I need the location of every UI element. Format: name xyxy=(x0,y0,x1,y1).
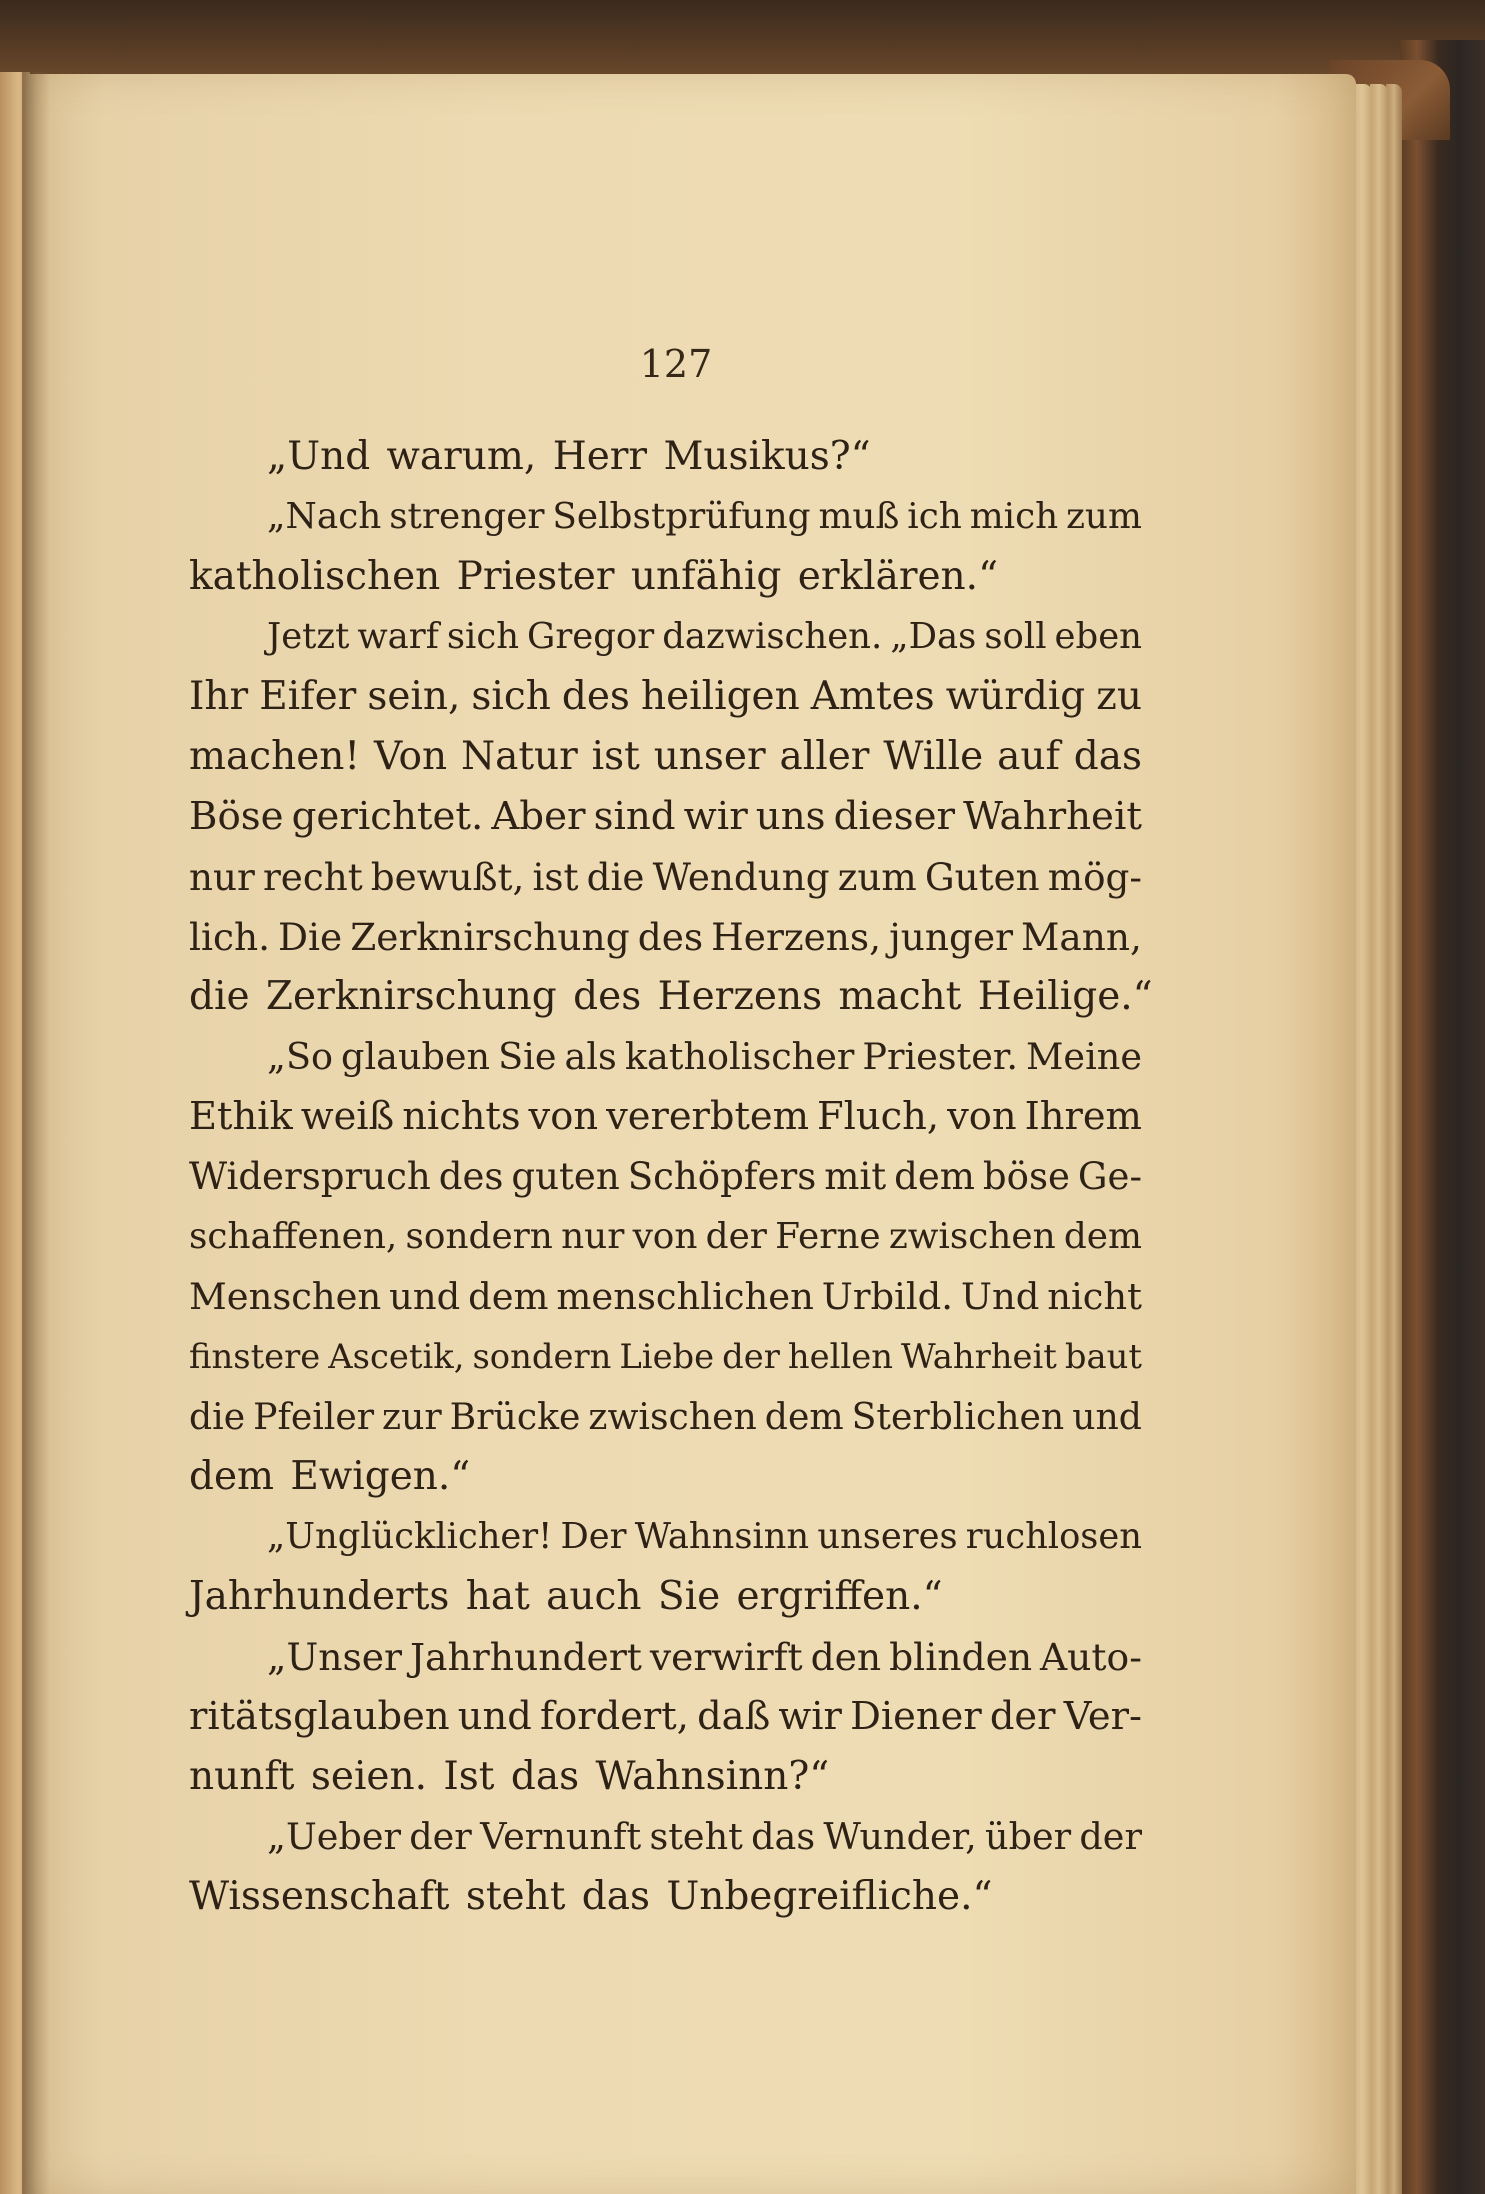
book-cover-top-edge xyxy=(0,0,1485,80)
book-page xyxy=(26,74,1356,2194)
text-line: die Zerknirschung des Herzens macht Heilige.“ xyxy=(189,974,1153,1019)
text-line: Menschen und dem menschlichen Urbild. Und nicht xyxy=(189,1275,1142,1318)
text-line: Böse gerichtet. Aber sind wir uns dieser Wahrheit xyxy=(189,794,1142,839)
text-line: „Unser Jahrhundert verwirft den blinden Auto- xyxy=(267,1635,1142,1679)
text-line: „Und warum, Herr Musikus?“ xyxy=(267,434,871,479)
text-line: dem Ewigen.“ xyxy=(189,1454,471,1499)
page-body-text xyxy=(189,427,1153,1927)
text-line: Widerspruch des guten Schöpfers mit dem böse Ge- xyxy=(189,1155,1142,1198)
text-line: schaffenen, sondern nur von der Ferne zwischen dem xyxy=(189,1216,1142,1257)
text-line: ritätsglauben und fordert, daß wir Diener der Ver- xyxy=(189,1694,1142,1739)
text-line: „Unglücklicher! Der Wahnsinn unseres ruchlosen xyxy=(267,1516,1142,1557)
text-line: Wissenschaft steht das Unbegreifliche.“ xyxy=(189,1874,993,1919)
text-line: Jetzt warf sich Gregor dazwischen. „Das soll eben xyxy=(267,616,1142,657)
text-line: finstere Ascetik, sondern Liebe der hellen Wahrheit baut xyxy=(189,1337,1142,1376)
text-line: „So glauben Sie als katholischer Priester. Meine xyxy=(267,1035,1142,1078)
text-line: machen! Von Natur ist unser aller Wille auf das xyxy=(189,734,1142,779)
page-stack-edge xyxy=(1370,84,1388,2194)
text-line: lich. Die Zerknirschung des Herzens, junger Mann, xyxy=(189,915,1142,959)
text-line: Ethik weiß nichts von vererbtem Fluch, von Ihrem xyxy=(189,1094,1142,1139)
text-line: katholischen Priester unfähig erklären.“ xyxy=(189,554,999,599)
book-cover-right-edge xyxy=(1400,40,1485,2194)
text-line: nunft seien. Ist das Wahnsinn?“ xyxy=(189,1754,830,1799)
text-line: die Pfeiler zur Brücke zwischen dem Sterblichen und xyxy=(189,1395,1142,1438)
text-line: Jahrhunderts hat auch Sie ergriffen.“ xyxy=(189,1574,943,1619)
text-line: „Ueber der Vernunft steht das Wunder, über der xyxy=(267,1815,1142,1858)
text-line: „Nach strenger Selbstprüfung muß ich mich zum xyxy=(267,496,1142,537)
page-stack-edge xyxy=(1386,84,1402,2194)
gutter-shadow xyxy=(22,72,50,2194)
text-line: nur recht bewußt, ist die Wendung zum Guten mög- xyxy=(189,855,1142,899)
page-number: 127 xyxy=(639,342,713,386)
text-line: Ihr Eifer sein, sich des heiligen Amtes würdig zu xyxy=(189,674,1142,719)
